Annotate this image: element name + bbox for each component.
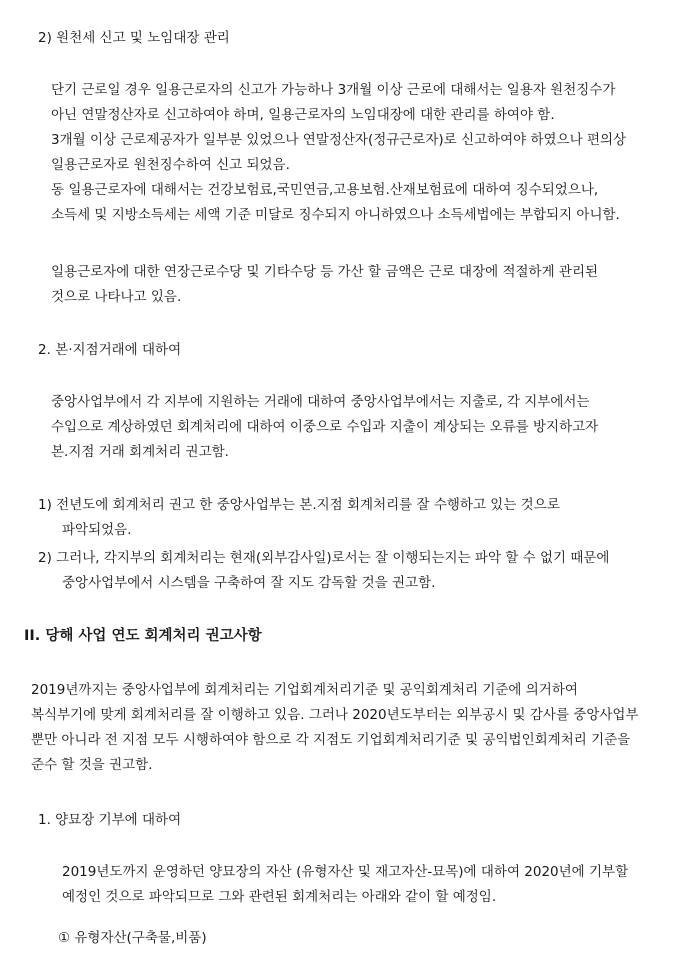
section-heading-nursery-donation: 1. 양묘장 기부에 대하여 [38, 812, 182, 828]
paragraph-line: 중앙사업부에서 각 지부에 지원하는 거래에 대하여 중앙사업부에서는 지출로, 각 지부에서는 [51, 394, 590, 410]
paragraph-line: 수입으로 계상하였던 회계처리에 대하여 이중으로 수입과 지출이 계상되는 오류를 방지하고자 [51, 419, 599, 435]
paragraph-line: 일용근로자에 대한 연장근로수당 및 기타수당 등 가산 할 금액은 근로 대장에 적절하게 관리된 [51, 264, 599, 280]
paragraph-line: 소득세 및 지방소득세는 세액 기준 미달로 징수되지 아니하였으나 소득세법에는 부합되지 아니함. [51, 207, 620, 223]
section-heading-branch-transactions: 2. 본·지점거래에 대하여 [38, 342, 182, 358]
paragraph-line: 것으로 나타나고 있음. [51, 289, 182, 305]
paragraph-line: 2019년까지는 중앙사업부에 회계처리는 기업회계처리기준 및 공익회계처리 기준에 의거하여 [31, 682, 578, 698]
paragraph-line: 복식부기에 맞게 회계처리를 잘 이행하고 있음. 그러나 2020년도부터는 외부공시 및 감사를 중앙사업부 [31, 707, 639, 723]
paragraph-line: 뿐만 아니라 전 지점 모두 시행하여야 함으로 각 지점도 기업회계처리기준 및 공익법인회계처리 기준을 [31, 732, 631, 748]
paragraph-line: 일용근로자로 원천징수하여 신고 되었음. [51, 157, 290, 173]
section-heading-withholding-tax: 2) 원천세 신고 및 노임대장 관리 [38, 30, 230, 46]
paragraph-line: 2019년도까지 운영하던 양묘장의 자산 (유형자산 및 재고자산-묘목)에 대하여 2020년에 기부할 [62, 864, 629, 880]
list-item-continuation: 파악되었음. [62, 522, 132, 538]
paragraph-line: 3개월 이상 근로제공자가 일부분 있었으나 연말정산자(정규근로자)로 신고하여야 하였으나 편의상 [51, 132, 627, 148]
list-item: 1) 전년도에 회계처리 권고 한 중앙사업부는 본.지점 회계처리를 잘 수행하고 있는 것으로 [38, 497, 560, 513]
list-item: 2) 그러나, 각지부의 회계처리는 현재(외부감사일)로서는 잘 이행되는지는 파악 할 수 없기 때문에 [38, 550, 610, 566]
paragraph-line: 본.지점 거래 회계처리 권고함. [51, 444, 229, 460]
paragraph-line: 동 일용근로자에 대해서는 건강보험료,국민연금,고용보험.산재보험료에 대하여 징수되었으나, [51, 182, 599, 198]
paragraph-line: 아닌 연말정산자로 신고하여야 하며, 일용근로자의 노임대장에 대한 관리를 하여야 함. [51, 107, 555, 123]
major-section-heading: II. 당해 사업 연도 회계처리 권고사항 [24, 628, 262, 644]
paragraph-line: 준수 할 것을 권고함. [31, 757, 153, 773]
list-item-continuation: 중앙사업부에서 시스템을 구축하여 잘 지도 감독할 것을 권고함. [62, 575, 436, 591]
paragraph-line: 예정인 것으로 파악되므로 그와 관련된 회계처리는 아래와 같이 할 예정임. [62, 889, 497, 905]
list-item-tangible-assets: ① 유형자산(구축물,비품) [58, 930, 207, 946]
paragraph-line: 단기 근로일 경우 일용근로자의 신고가 가능하나 3개월 이상 근로에 대해서는 일용자 원천징수가 [51, 82, 616, 98]
